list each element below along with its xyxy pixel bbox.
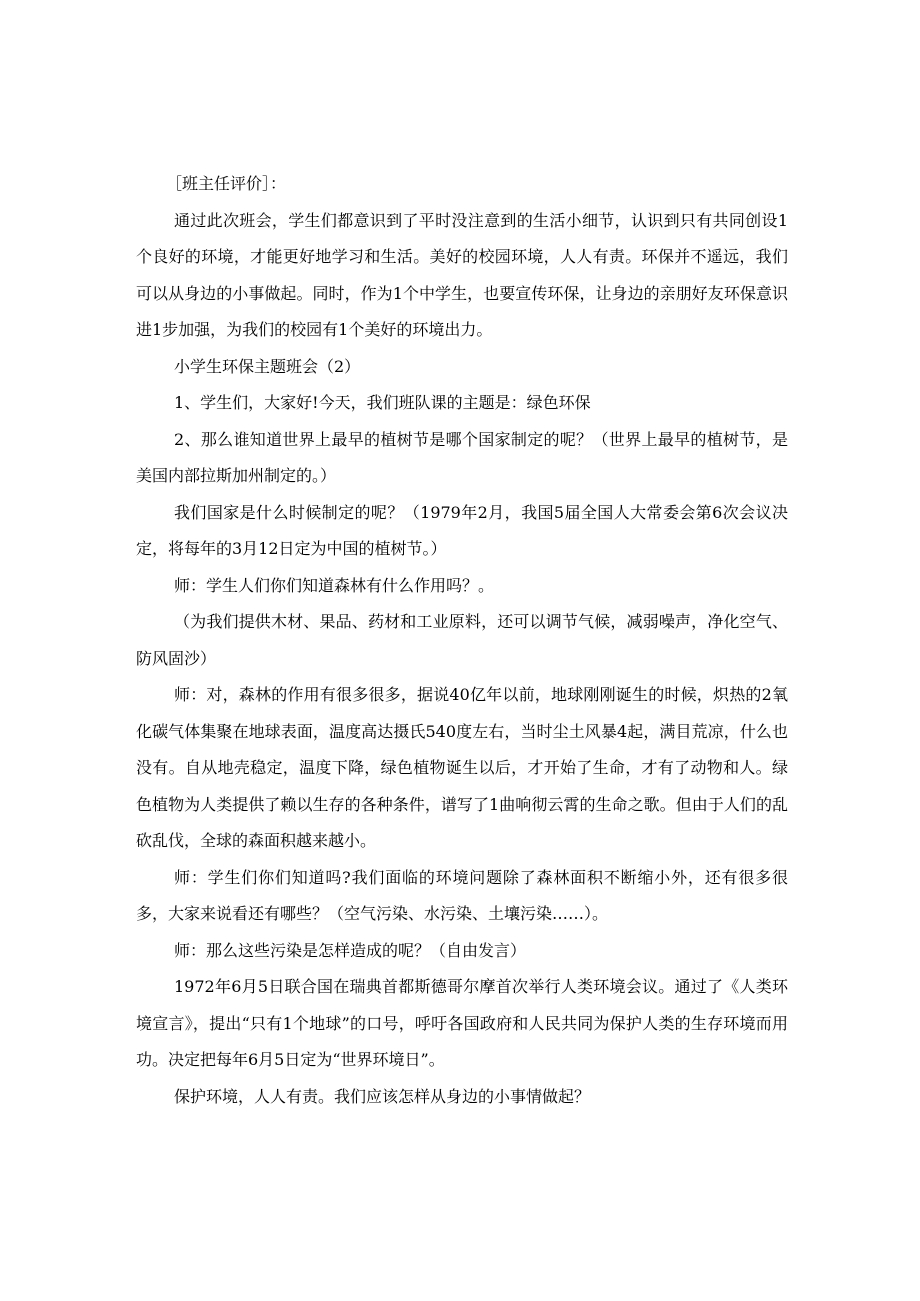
paragraph-greeting: 1、学生们，大家好!今天，我们班队课的主题是：绿色环保 — [174, 393, 591, 412]
document-body — [136, 166, 788, 1115]
teacher-evaluation-heading: ［班主任评价］： — [166, 174, 287, 193]
section-title: 小学生环保主题班会（2） — [174, 356, 361, 376]
paragraph-pollution-question: 师：学生们你们知道吗?我们面临的环境问题除了森林面积不断缩小外，还有很多很多，大家来说看还有哪些？（空气污染、水污染、土壤污染……）。 — [136, 867, 788, 923]
paragraph-environment-day: 1972年6月5日联合国在瑞典首都斯德哥尔摩首次举行人类环境会议。通过了《人类环境宣言》，提出“只有1个地球”的口号，呼吁各国政府和人民共同为保护人类的生存环境而用功。决定把每年6月5日定为“世界环境日”。 — [136, 977, 788, 1069]
paragraph-forest-history: 师：对，森林的作用有很多很多，据说40亿年以前，地球刚刚诞生的时候，炽热的2氧化碳气体集聚在地球表面，温度高达摄氏540度左右，当时尘土风暴4起，满目荒凉，什么也没有。自从地壳稳定，温度下降，绿色植物诞生以后，才开始了生命，才有了动物和人。绿色植物为人类提供了赖以生存的各种条件，谱写了1曲响彻云霄的生命之歌。但由于人们的乱砍乱伐，全球的森面积越来越小。 — [136, 685, 788, 850]
paragraph-china-arbor-day: 我们国家是什么时候制定的呢？（1979年2月，我国5届全国人大常委会第6次会议决定，将每年的3月12日定为中国的植树节。） — [136, 502, 788, 558]
paragraph-forest-answer: （为我们提供木材、果品、药材和工业原料，还可以调节气候，减弱噪声，净化空气、防风固沙） — [136, 612, 788, 668]
paragraph-pollution-cause: 师：那么这些污染是怎样造成的呢？（自由发言） — [174, 940, 527, 960]
paragraph-forest-question: 师：学生人们你们知道森林有什么作用吗？。 — [174, 575, 495, 595]
evaluation-paragraph: 通过此次班会，学生们都意识到了平时没注意到的生活小细节，认识到只有共同创设1个良好的环境，才能更好地学习和生活。美好的校园环境，人人有责。环保并不遥远，我们可以从身边的小事做起。同时，作为1个中学生，也要宣传环保，让身边的亲朋好友环保意识进1步加强，为我们的校园有1个美好的环境出力。 — [136, 210, 788, 339]
paragraph-closing-question: 保护环境，人人有责。我们应该怎样从身边的小事情做起？ — [174, 1086, 591, 1106]
paragraph-arbor-day-origin: 2、那么谁知道世界上最早的植树节是哪个国家制定的呢？（世界上最早的植树节，是美国内部拉斯加州制定的。） — [136, 429, 788, 485]
